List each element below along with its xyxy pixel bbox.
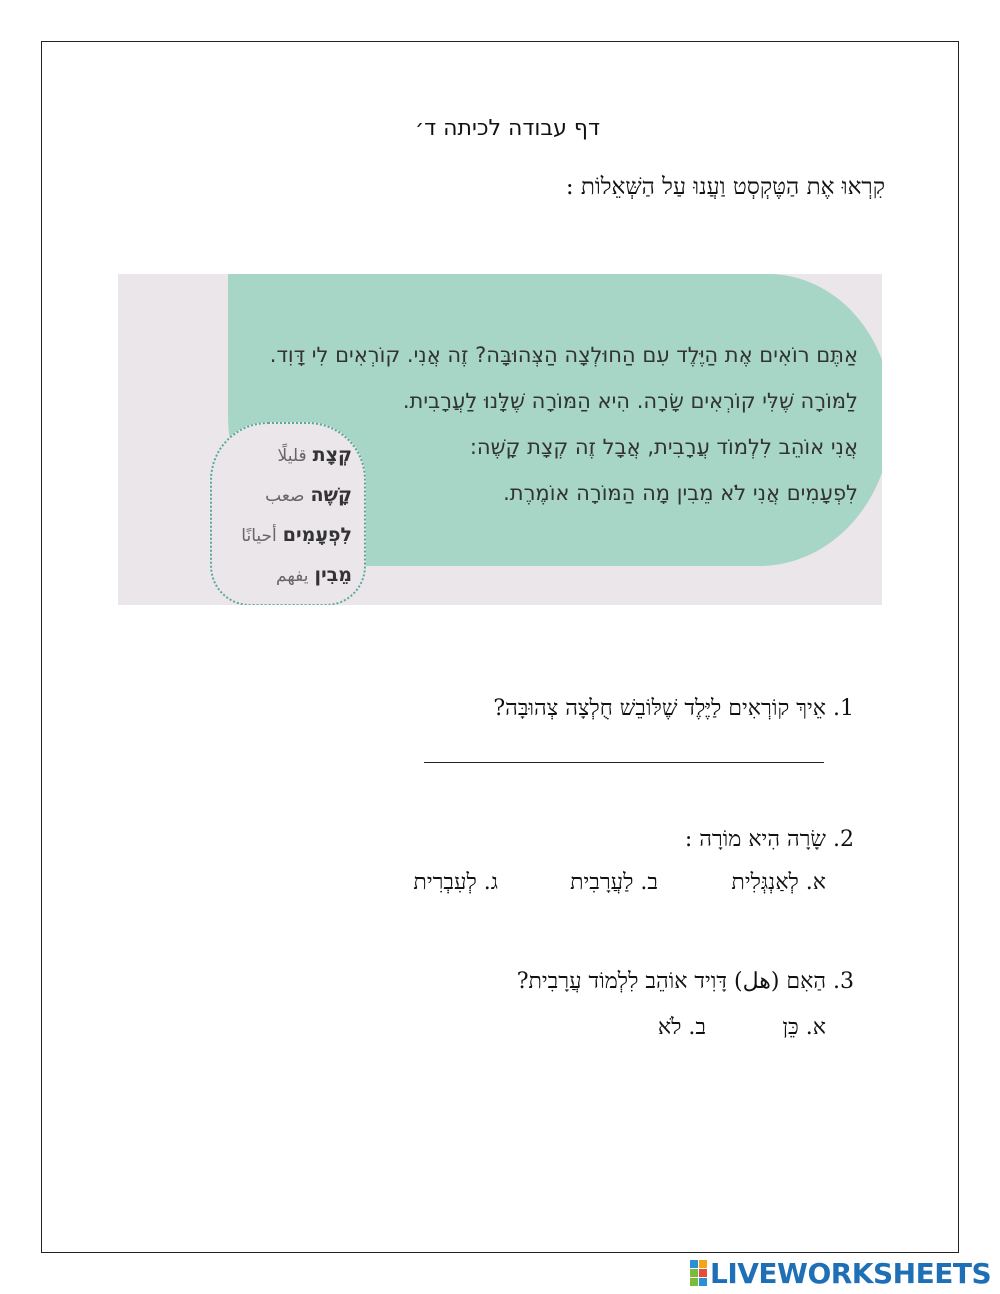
instructions: קִרְאוּ אֶת הַטֶּקְסְט וַעֲנוּ עַל הַשְּׁאֵלוֹת : bbox=[565, 174, 885, 200]
option-no[interactable]: ב. לֹא bbox=[657, 1015, 706, 1040]
vocab-item: קָשֶׁה صعب bbox=[265, 484, 352, 506]
question-2 bbox=[685, 826, 854, 852]
vocabulary-box bbox=[210, 422, 366, 605]
vocab-item: לִפְעָמִים أحيانًا bbox=[241, 524, 352, 546]
question-text: שָׂרָה הִיא מוֹרָה : bbox=[684, 827, 826, 852]
liveworksheets-logo bbox=[690, 1258, 991, 1288]
option-c[interactable]: ג. לְעִבְרִית bbox=[413, 870, 498, 895]
question-3 bbox=[517, 968, 854, 994]
question-text: אֵיךְ קוֹרְאִים לַיֶּלֶד שֶׁלּוֹבֵשׁ חֻלְצָה צְהוּבָּה? bbox=[493, 696, 826, 721]
page-border bbox=[41, 41, 959, 1253]
text-line: אַתֶּם רוֹאִים אֶת הַיֶּלֶד עִם הַחוּלְצָה הַצְּהוּבָּה? זֶה אֲנִי. קוֹרְאִים לִי דָּוִד. bbox=[269, 343, 858, 367]
logo-icon bbox=[690, 1260, 707, 1286]
question-text: הַאִם (هل) דָּוִיד אוֹהֵב לִלְמוֹד עֲרָבִית? bbox=[516, 969, 826, 994]
option-b[interactable]: ב. לַעֲרָבִית bbox=[570, 870, 658, 895]
text-line: לַמּוֹרָה שֶׁלִּי קוֹרְאִים שָׂרָה. הִיא הַמּוֹרָה שֶׁלָּנוּ לַעֲרָבִית. bbox=[402, 389, 858, 413]
vocab-item: קְצָת قليلًا bbox=[277, 444, 352, 466]
question-number: 3. bbox=[833, 969, 854, 994]
vocab-item: מֵבִין يفهم bbox=[276, 564, 352, 586]
logo-text: LIVEWORKSHEETS bbox=[710, 1256, 992, 1290]
text-line: לִפְעָמִים אֲנִי לֹא מֵבִין מָה הַמּוֹרָה אוֹמֶרֶת. bbox=[503, 481, 858, 505]
question-1 bbox=[493, 695, 854, 721]
worksheet-title: דף עבודה לכיתה ד׳ bbox=[415, 116, 600, 141]
answer-input-line[interactable] bbox=[424, 762, 824, 763]
reading-text-image bbox=[118, 274, 882, 605]
question-number: 2. bbox=[833, 827, 854, 852]
text-line: אֲנִי אוֹהֵב לִלְמוֹד עֲרָבִית, אֲבָל זֶה קְצָת קָשֶׁה: bbox=[469, 435, 858, 459]
option-a[interactable]: א. לְאַנְגְּלִית bbox=[731, 870, 826, 895]
option-yes[interactable]: א. כֵּן bbox=[782, 1015, 826, 1040]
question-number: 1. bbox=[833, 696, 854, 721]
